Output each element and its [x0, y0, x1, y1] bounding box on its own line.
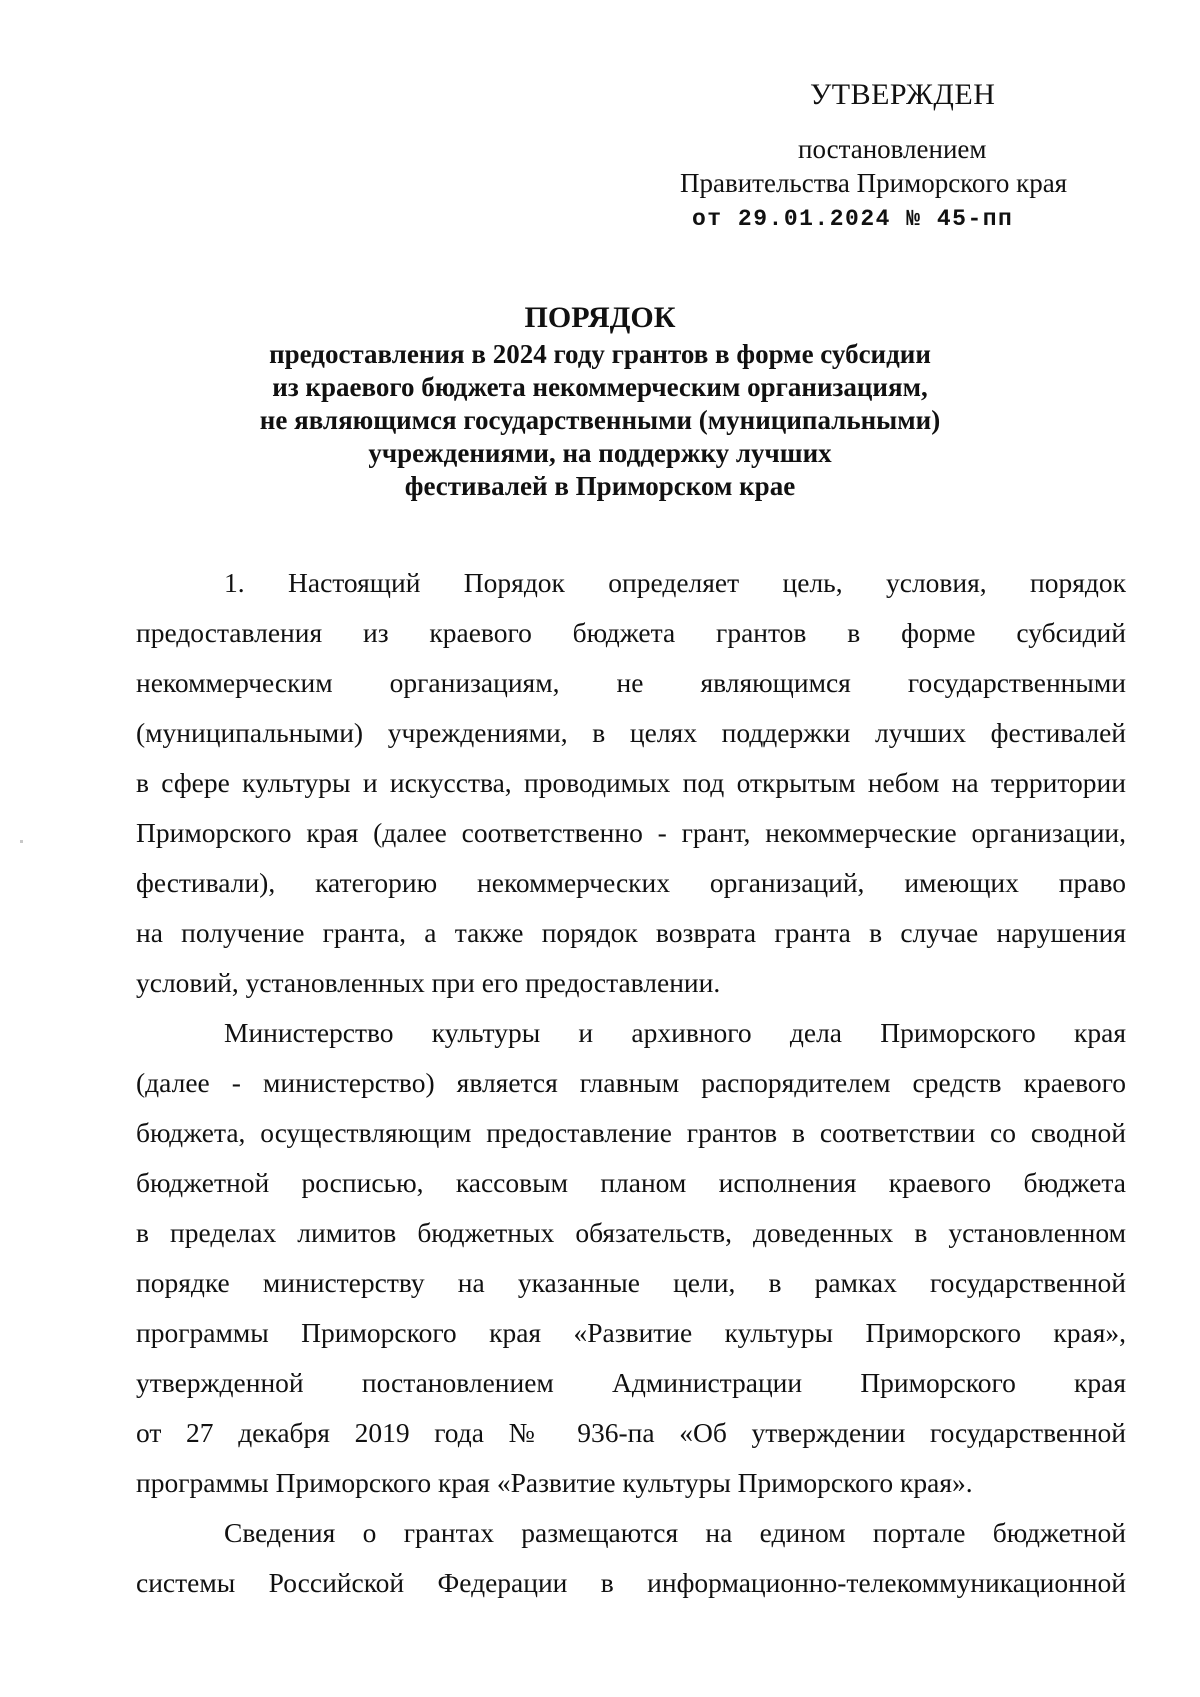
- approval-date-number: от 29.01.2024 № 45-пп: [692, 206, 1014, 232]
- scan-artifact: [20, 840, 23, 843]
- text-line: на получение гранта, а также порядок возврата гранта в случае нарушения: [136, 917, 1126, 948]
- text-line: Приморского края (далее соответственно - грант, некоммерческие организации,: [136, 817, 1126, 848]
- text-line: порядке министерству на указанные цели, в рамках государственной: [136, 1267, 1126, 1298]
- paragraph-3: [136, 1508, 1126, 1608]
- document-heading: ПОРЯДОК: [524, 301, 676, 334]
- paragraph-2: [136, 1008, 1126, 1508]
- text-line: Сведения о грантах размещаются на едином портале бюджетной: [224, 1517, 1126, 1548]
- title-line: не являющимся государственными (муниципальными): [259, 405, 941, 435]
- text-line: бюджета, осуществляющим предоставление грантов в соответствии со сводной: [136, 1117, 1126, 1148]
- text-line: (муниципальными) учреждениями, в целях поддержки лучших фестивалей: [136, 717, 1126, 748]
- approval-authority: Правительства Приморского края: [680, 168, 1068, 198]
- approval-resolution-label: постановлением: [798, 134, 987, 164]
- text-line: в пределах лимитов бюджетных обязательств, доведенных в установленном: [136, 1217, 1126, 1248]
- title-line: фестивалей в Приморском крае: [404, 471, 796, 501]
- text-line: от 27 декабря 2019 года № 936-па «Об утверждении государственной: [136, 1417, 1126, 1448]
- title-line: предоставления в 2024 году грантов в форме субсидии: [269, 339, 931, 369]
- text-line: утвержденной постановлением Администрации Приморского края: [136, 1367, 1126, 1398]
- text-line: фестивали), категорию некоммерческих организаций, имеющих право: [136, 867, 1126, 898]
- approval-stamp-title: УТВЕРЖДЕН: [810, 78, 996, 111]
- text-line: программы Приморского края «Развитие культуры Приморского края»,: [136, 1317, 1126, 1348]
- text-line: системы Российской Федерации в информационно-телекоммуникационной: [136, 1567, 1126, 1598]
- text-line: некоммерческим организациям, не являющимся государственными: [136, 667, 1126, 698]
- text-line: (далее - министерство) является главным распорядителем средств краевого: [136, 1067, 1126, 1098]
- title-line: из краевого бюджета некоммерческим организациям,: [272, 372, 928, 402]
- paragraph-1: [136, 558, 1126, 1008]
- title-line: учреждениями, на поддержку лучших: [368, 438, 832, 468]
- text-line: программы Приморского края «Развитие культуры Приморского края».: [136, 1467, 973, 1498]
- document-body: [136, 558, 1126, 1608]
- text-line: в сфере культуры и искусства, проводимых под открытым небом на территории: [136, 767, 1126, 798]
- text-line: предоставления из краевого бюджета грантов в форме субсидий: [136, 617, 1126, 648]
- text-line: бюджетной росписью, кассовым планом исполнения краевого бюджета: [136, 1167, 1126, 1198]
- text-line: условий, установленных при его предоставлении.: [136, 967, 721, 998]
- text-line: Министерство культуры и архивного дела Приморского края: [224, 1017, 1126, 1048]
- document-title: [150, 300, 1050, 503]
- text-line: 1. Настоящий Порядок определяет цель, условия, порядок: [224, 567, 1126, 598]
